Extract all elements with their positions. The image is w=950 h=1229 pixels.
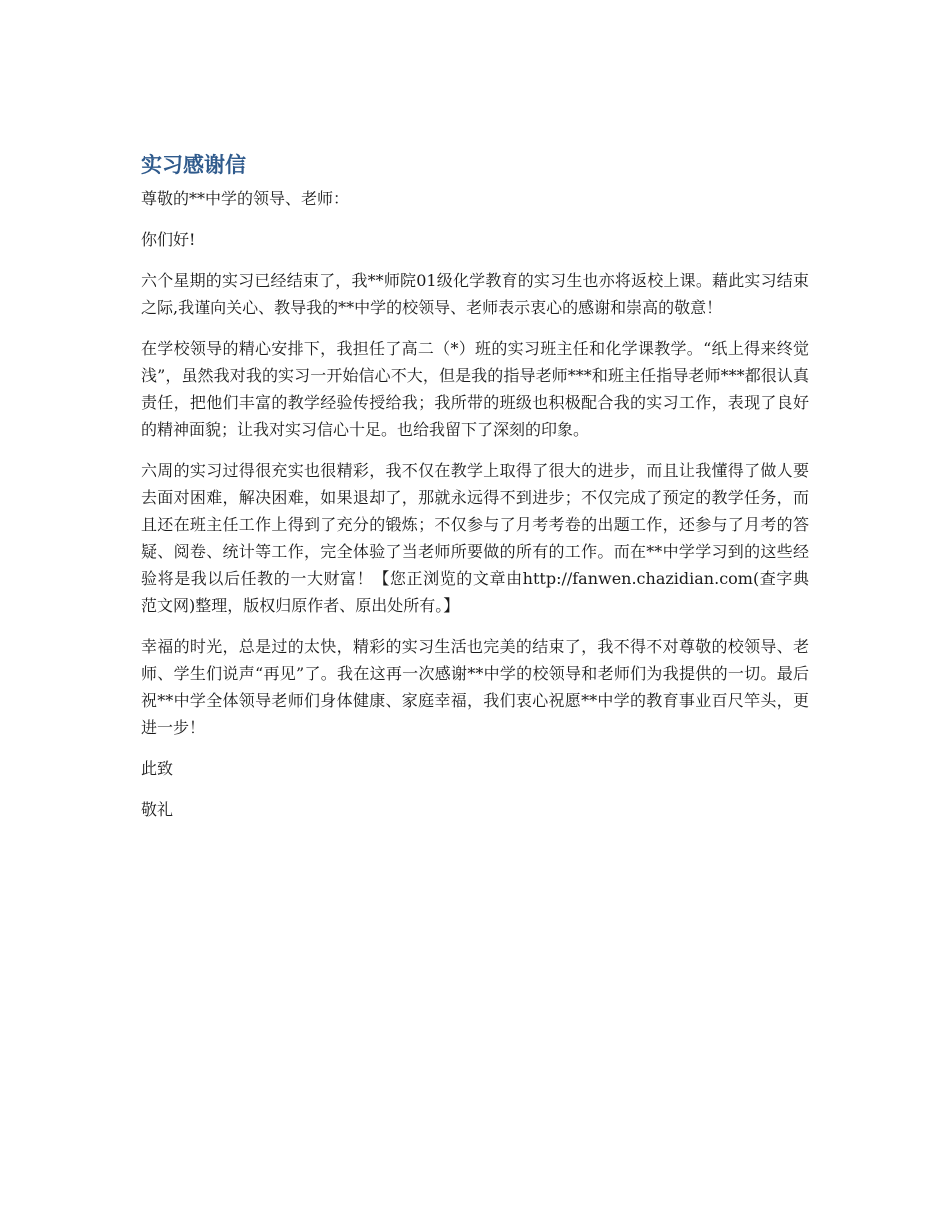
paragraph-4: 幸福的时光，总是过的太快，精彩的实习生活也完美的结束了，我不得不对尊敬的校领导、老师、学生们说声“再见”了。我在这再一次感谢**中学的校领导和老师们为我提供的一切。最后祝**中学全体领导老师们身体健康、家庭幸福，我们衷心祝愿**中学的教育事业百尺竿头，更进一步！ — [141, 637, 809, 737]
letter-body — [141, 150, 809, 837]
paragraph-1: 六个星期的实习已经结束了，我**师院01级化学教育的实习生也亦将返校上课。藉此实习结束之际,我谨向关心、教导我的**中学的校领导、老师表示衷心的感谢和崇高的敬意！ — [141, 271, 809, 317]
document-title: 实习感谢信 — [141, 153, 246, 177]
closing-line-2: 敬礼 — [141, 800, 174, 819]
greeting: 你们好! — [141, 230, 196, 249]
closing-line-1: 此致 — [141, 759, 174, 778]
salutation: 尊敬的**中学的领导、老师： — [141, 189, 350, 208]
paragraph-3: 六周的实习过得很充实也很精彩，我不仅在教学上取得了很大的进步，而且让我懂得了做人要去面对困难，解决困难，如果退却了，那就永远得不到进步；不仅完成了预定的教学任务，而且还在班主任工作上得到了充分的锻炼；不仅参与了月考考卷的出题工作，还参与了月考的答疑、阅卷、统计等工作，完全体验了当老师所要做的所有的工作。而在**中学学习到的这些经验将是我以后任教的一大财富！【您正浏览的文章由http://fanwen.chazidian.com(查字典范文网)整理，版权归原作者、原出处所有。】 — [141, 461, 809, 615]
paragraph-2: 在学校领导的精心安排下，我担任了高二（*）班的实习班主任和化学课教学。“纸上得来终觉浅”，虽然我对我的实习一开始信心不大，但是我的指导老师***和班主任指导老师***都很认真责任，把他们丰富的教学经验传授给我；我所带的班级也积极配合我的实习工作，表现了良好的精神面貌；让我对实习信心十足。也给我留下了深刻的印象。 — [141, 339, 809, 439]
